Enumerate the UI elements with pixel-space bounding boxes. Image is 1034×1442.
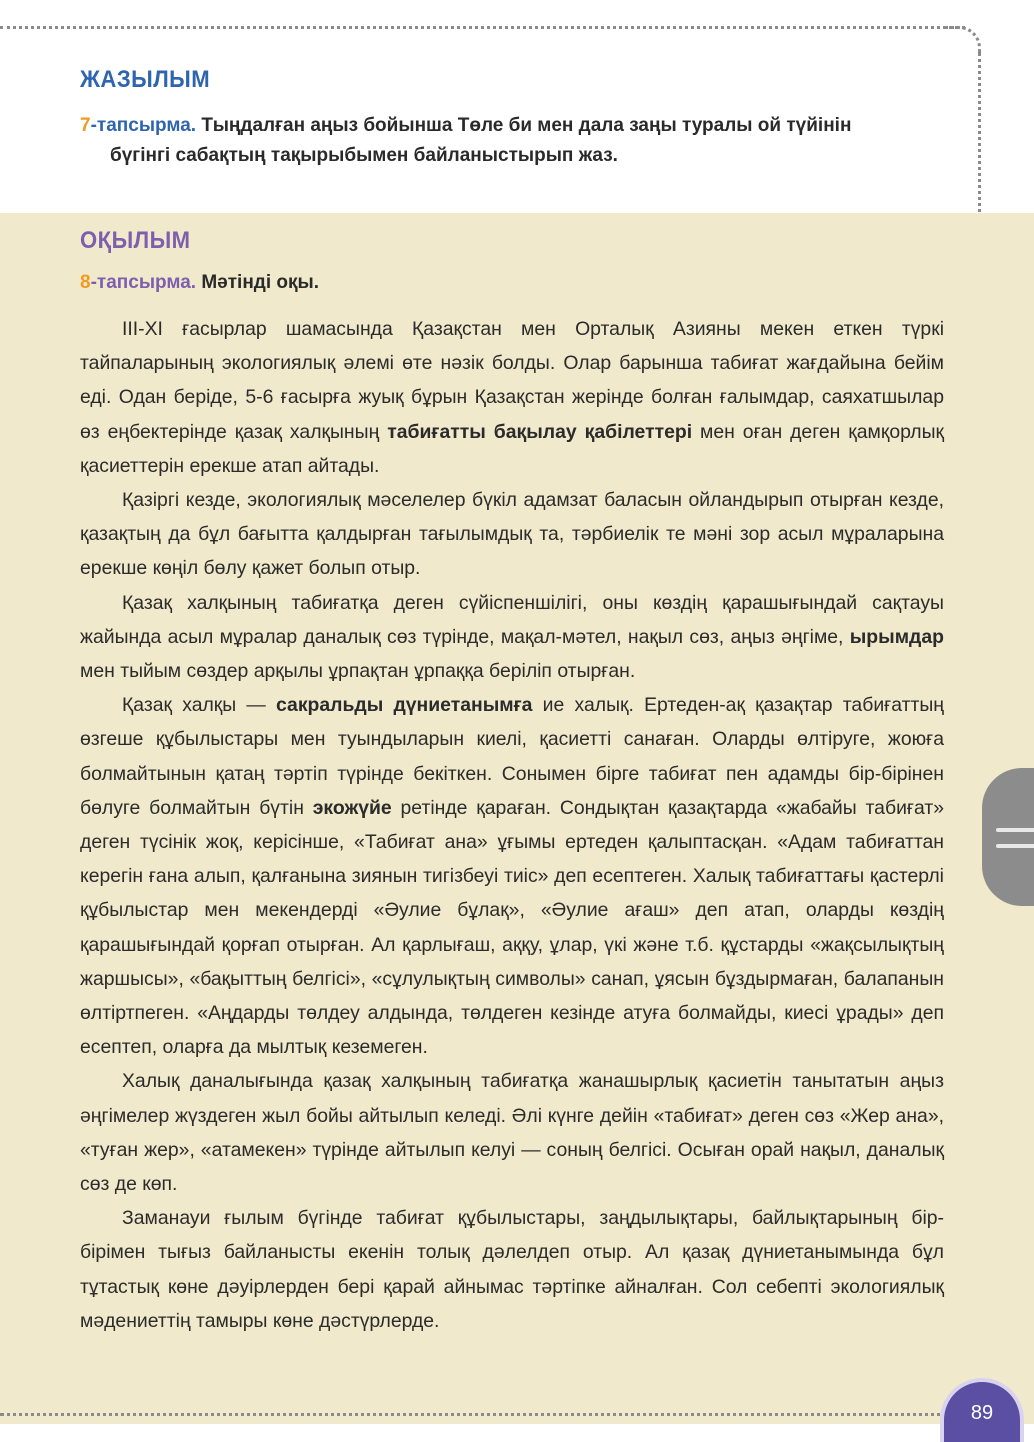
p1-text-c: мен оған деген қамқорлық қасиеттерін ерекше атап айтады. bbox=[80, 420, 945, 477]
p4-text-c: ие халық. Ертеден-ақ қазақтар табиғаттың өзгеше құбылыстары мен туындыларын киелі, қасиетті санаған. Оларды өлтіруге, жоюға болмайтынын қатаң тәртіп түрінде бекіткен. Сонымен бірге табиғат пен адамды бір-бірінен бөлуге болмайтын бүтін bbox=[80, 694, 944, 819]
running-header bbox=[0, 0, 1034, 6]
side-tab-menu-icon[interactable] bbox=[982, 768, 1034, 906]
p4-bold-2: экожүйе bbox=[312, 796, 392, 819]
paragraph-4 bbox=[80, 688, 944, 1064]
task-7-number: 7 bbox=[80, 115, 91, 136]
paragraph-3 bbox=[80, 586, 944, 689]
p4-bold-1: сакральды дүниетанымға bbox=[276, 694, 533, 717]
task-7-label: -тапсырма. bbox=[90, 115, 197, 136]
p3-text-c: мен тыйым сөздер арқылы ұрпақтан ұрпаққа беріліп отырған. bbox=[80, 660, 636, 683]
page-number: 89 bbox=[970, 1402, 994, 1424]
menu-bar-icon bbox=[996, 844, 1034, 848]
p4-text-a: Қазақ халқы — bbox=[122, 694, 277, 717]
paragraph-1 bbox=[80, 312, 944, 483]
p3-text-a: Қазақ халқының табиғатқа деген сүйіспеншілігі, оны көздің қарашығындай сақтауы жайында асыл мұралар даналық сөз түрінде, мақал-мәтел, нақыл сөз, аңыз әңгіме, bbox=[80, 591, 944, 648]
menu-bar-icon bbox=[996, 828, 1034, 832]
paragraph-2: Қазіргі кезде, экологиялық мәселелер бүкіл адамзат баласын ойландырып отырған кезде, қазақтың да бұл бағытта қалдырған тағылымдық та, тәрбиелік те мәні зор асыл мұраларына ерекше көңіл бөлу қажет болып отыр. bbox=[80, 489, 944, 580]
p3-bold: ырымдар bbox=[849, 625, 944, 648]
writing-heading: ЖАЗЫЛЫМ bbox=[80, 66, 211, 93]
dotted-frame-top bbox=[0, 26, 965, 29]
dotted-frame-bottom bbox=[0, 1413, 960, 1416]
task-8-number: 8 bbox=[80, 272, 91, 293]
dotted-frame-corner bbox=[945, 26, 981, 56]
task-8-label: -тапсырма. bbox=[90, 272, 197, 293]
task-8 bbox=[80, 268, 319, 298]
p1-bold: табиғатты бақылау қабілеттері bbox=[387, 420, 693, 443]
reading-text bbox=[80, 312, 944, 1338]
task-7-text-line2: бүгінгі сабақтың тақырыбымен байланыстырып жаз. bbox=[110, 145, 618, 166]
paragraph-6: Заманауи ғылым бүгінде табиғат құбылыстары, заңдылықтары, байлықтарының бір-бірімен тығыз байланысты екенін толық дәлелдеп отыр. Ал қазақ дүниетанымында бұл тұтастық көне дәуірлерден бері қарай айнымас тәртіпке айналған. Сол себепті экологиялық мәдениеттің тамыры көне дәстүрлерде. bbox=[80, 1207, 944, 1332]
paragraph-5: Халық даналығында қазақ халқының табиғатқа жанашырлық қасиетін танытатын аңыз әңгімелер жүздеген жыл бойы айтылып келеді. Әлі күнге дейін «табиғат» деген сөз «Жер ана», «туған жер», «атамекен» түрінде айтылып келуі — соның белгісі. Осыған орай нақыл, даналық сөз де көп. bbox=[80, 1070, 944, 1196]
p4-text-e: ретінде қараған. Сондықтан қазақтарда «жабайы табиғат» деген түсінік жоқ, керісінше, «Табиғат ана» ұғымы ертеден қалыптасқан. «Адам табиғаттан керегін ғана алып, қалғанына зиянын тигізбеуі тиіс» деп есептеген. Халық табиғаттағы қастерлі құбылыстар мен мекендерді «Әулие бұлақ», «Әулие ағаш» деп атап, оларды көздің қарашығындай қорғап отырған. Ал қарлығаш, аққу, ұлар, үкі және т.б. құстарды «жақсылықтың жаршысы», «бақыттың белгісі», «сұлулықтың символы» санап, ұясын бұздырмаған, балапанын өлтіртпеген. «Аңдарды төлдеу алдында, төлдеген кезінде атуға болмайды, киесі ұрады» деп есептеп, оларға да мылтық кеземеген. bbox=[80, 796, 944, 1059]
reading-heading: ОҚЫЛЫМ bbox=[80, 227, 191, 254]
task-7-text-line1: Тыңдалған аңыз бойынша Төле би мен дала заңы туралы ой түйінін bbox=[201, 115, 852, 136]
task-7 bbox=[80, 111, 940, 171]
task-8-text: Мәтінді оқы. bbox=[201, 272, 320, 293]
p1-text-a: ІІІ-ХІ ғасырлар шамасында Қазақстан мен Орталық Азияны мекен еткен түркі тайпаларының экологиялық әлемі өте нәзік болды. Олар барынша табиғат жағдайына бейім еді. Одан беріде, 5-6 ғасырға жуық бұрын Қазақстан жерінде болған ғалымдар, саяхатшылар өз еңбектерінде қазақ халқының bbox=[80, 318, 944, 443]
